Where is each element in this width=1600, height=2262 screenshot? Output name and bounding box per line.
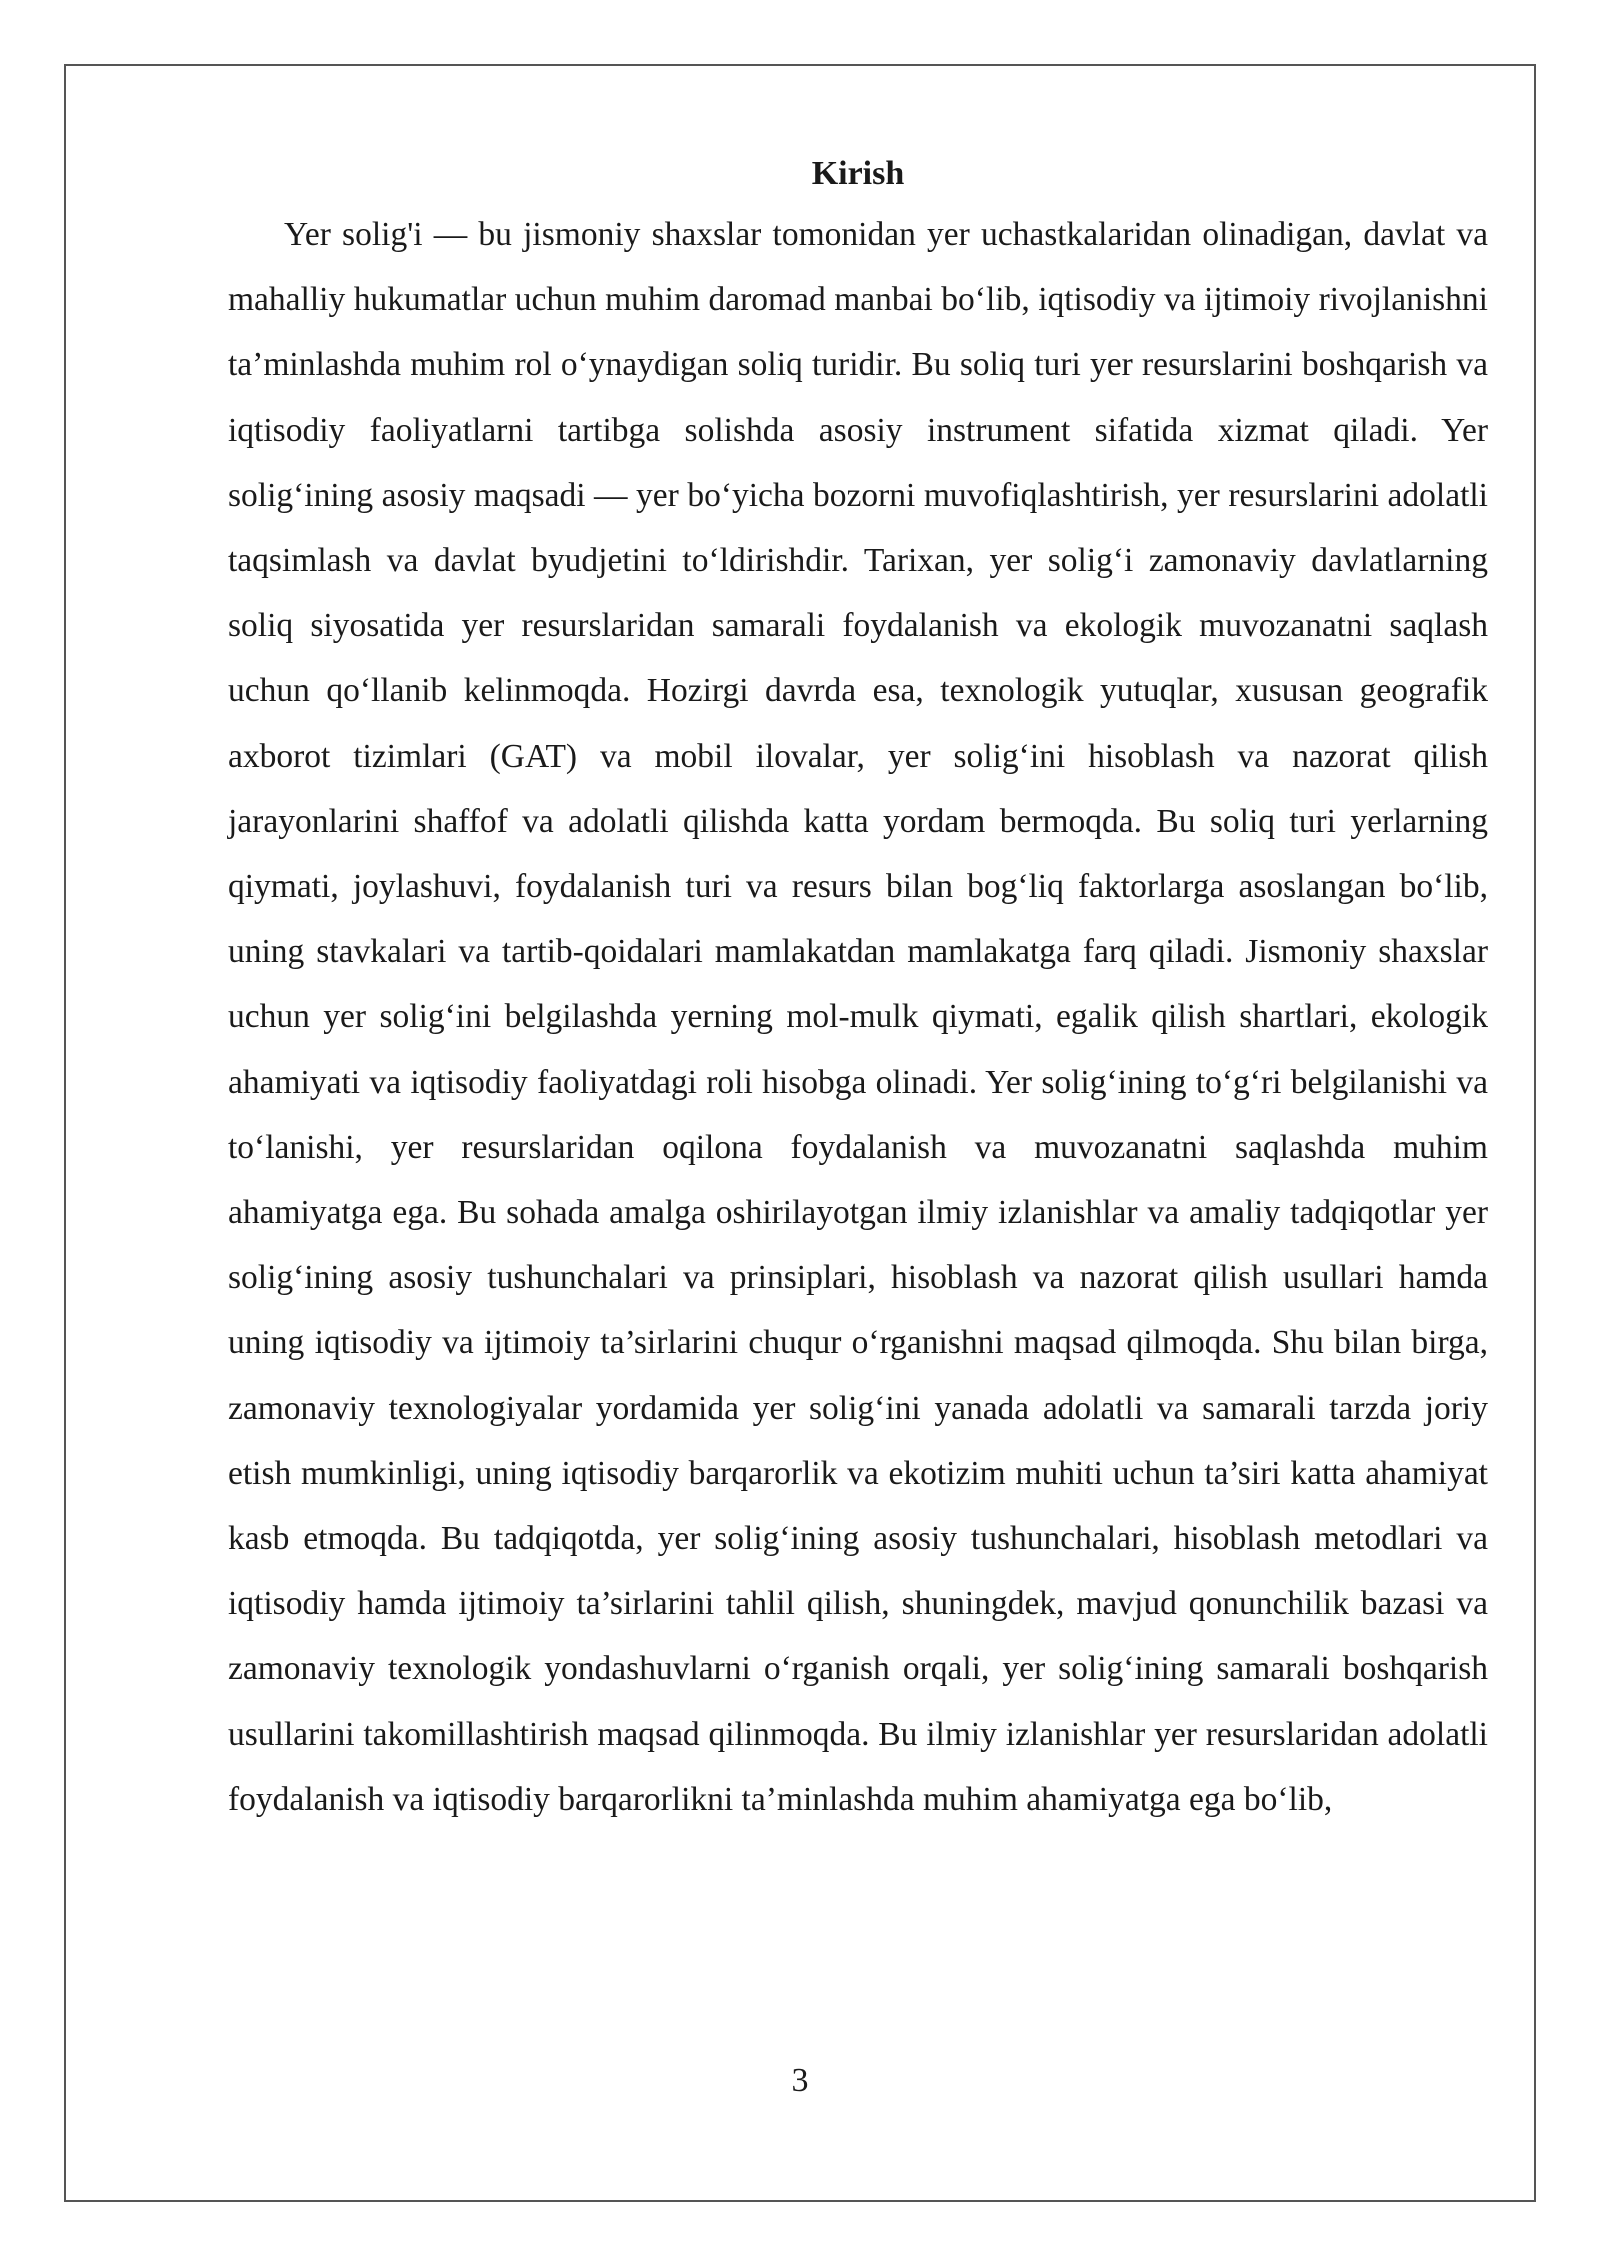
page-number: 3 xyxy=(791,2062,809,2099)
section-title: Kirish xyxy=(811,155,905,192)
document-content xyxy=(228,150,1488,1832)
body-paragraph: Yer solig'i — bu jismoniy shaxslar tomonidan yer uchastkalaridan olinadigan, davlat va mahalliy hukumatlar uchun muhim daromad manbai bo‘lib, iqtisodiy va ijtimoiy rivojlanishni ta’minlashda muhim rol o‘ynaydigan soliq turidir. Bu soliq turi yer resurslarini boshqarish va iqtisodiy faoliyatlarni tartibga solishda asosiy instrument sifatida xizmat qiladi. Yer solig‘ining asosiy maqsadi — yer bo‘yicha bozorni muvofiqlashtirish, yer resurslarini adolatli taqsimlash va davlat byudjetini to‘ldirishdir. Tarixan, yer solig‘i zamonaviy davlatlarning soliq siyosatida yer resurslaridan samarali foydalanish va ekologik muvozanatni saqlash uchun qo‘llanib kelinmoqda. Hozirgi davrda esa, texnologik yutuqlar, xususan geografik axborot tizimlari (GAT) va mobil ilovalar, yer solig‘ini hisoblash va nazorat qilish jarayonlarini shaffof va adolatli qilishda katta yordam bermoqda. Bu soliq turi yerlarning qiymati, joylashuvi, foydalanish turi va resurs bilan bog‘liq faktorlarga asoslangan bo‘lib, uning stavkalari va tartib-qoidalari mamlakatdan mamlakatga farq qiladi. Jismoniy shaxslar uchun yer solig‘ini belgilashda yerning mol-mulk qiymati, egalik qilish shartlari, ekologik ahamiyati va iqtisodiy faoliyatdagi roli hisobga olinadi. Yer solig‘ining to‘g‘ri belgilanishi va to‘lanishi, yer resurslaridan oqilona foydalanish va muvozanatni saqlashda muhim ahamiyatga ega. Bu sohada amalga oshirilayotgan ilmiy izlanishlar va amaliy tadqiqotlar yer solig‘ining asosiy tushunchalari va prinsiplari, hisoblash va nazorat qilish usullari hamda uning iqtisodiy va ijtimoiy ta’sirlarini chuqur o‘rganishni maqsad qilmoqda. Shu bilan birga, zamonaviy texnologiyalar yordamida yer solig‘ini yanada adolatli va samarali tarzda joriy etish mumkinligi, uning iqtisodiy barqarorlik va ekotizim muhiti uchun ta’siri katta ahamiyat kasb etmoqda. Bu tadqiqotda, yer solig‘ining asosiy tushunchalari, hisoblash metodlari va iqtisodiy hamda ijtimoiy ta’sirlarini tahlil qilish, shuningdek, mavjud qonunchilik bazasi va zamonaviy texnologik yondashuvlarni o‘rganish orqali, yer solig‘ining samarali boshqarish usullarini takomillashtirish maqsad qilinmoqda. Bu ilmiy izlanishlar yer resurslaridan adolatli foydalanish va iqtisodiy barqarorlikni ta’minlashda muhim ahamiyatga ega bo‘lib, xyxy=(228,216,1488,1818)
